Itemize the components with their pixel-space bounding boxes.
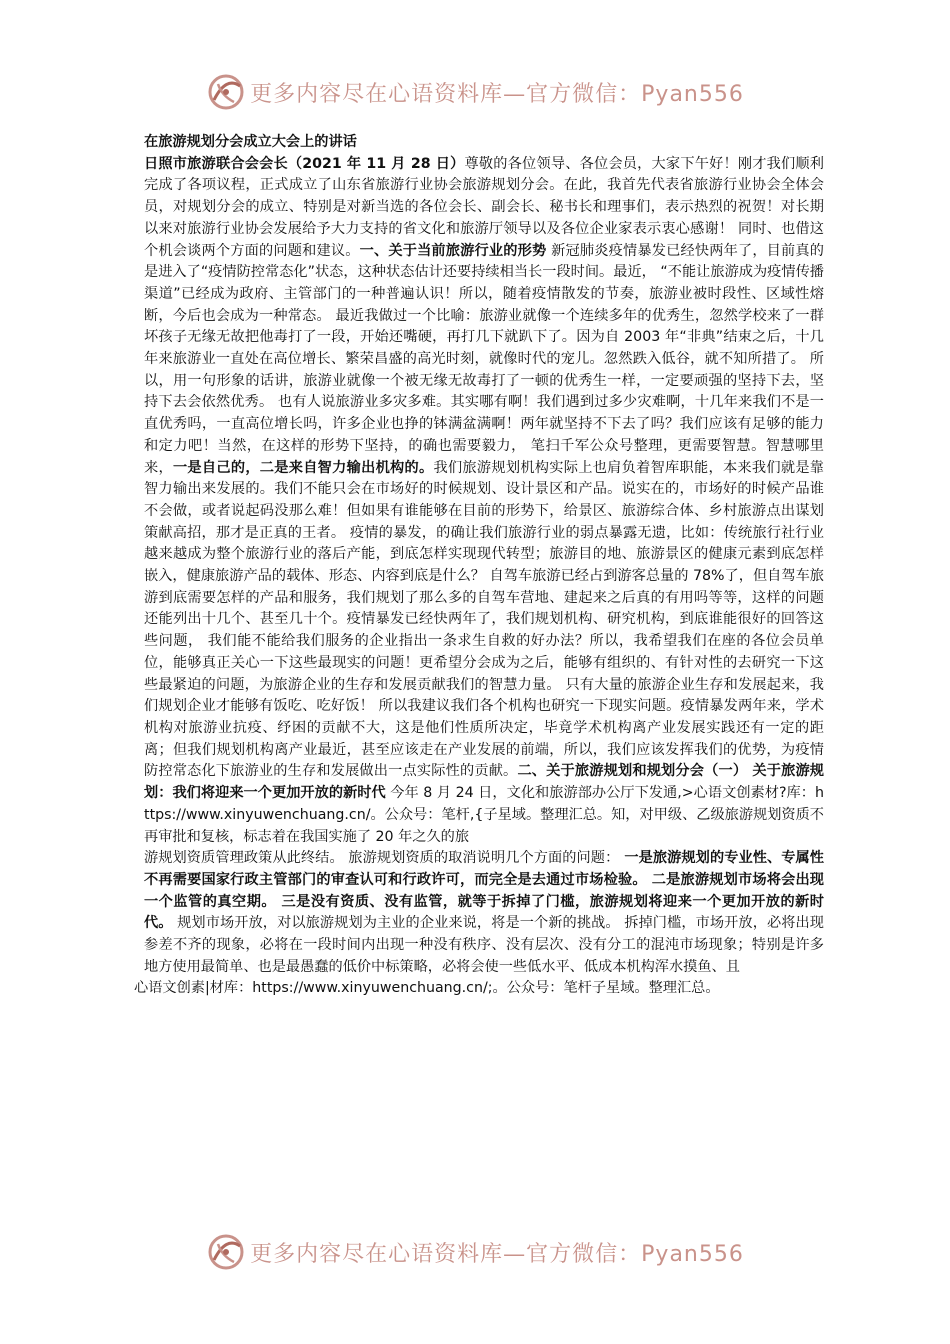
document-title: 在旅游规划分会成立大会上的讲话 — [144, 134, 357, 150]
banner-label: 更多内容尽在心语资料库—官方微信： — [250, 81, 642, 107]
heading-4: 一是旅游规划的专业性、专属性不再需要国家行政主管部门的审查认可和行政许可，而完全是去通过市场检验。 二是旅游规划市场将会出现一个监管的真空期。 三是没有资质、没有监管，就等于拆掉了门槛，旅游规划将迎来一个更加开放的新时代。 — [144, 850, 824, 932]
wechat-id: Pyan556 — [641, 81, 744, 107]
logo-icon — [206, 72, 246, 112]
paragraph-second: 游规划资质管理政策从此终结。 旅游规划资质的取消说明几个方面的问题： 一是旅游规划的专业性、专属性不再需要国家行政主管部门的审查认可和行政许可，而完全是去通过市场检验。 二是旅游规划市场将会出现一个监管的真空期。 三是没有资质、没有监管，就等于拆掉了门槛，旅游规划将迎来一个更加开放的新时代。 规划市场开放，对以旅游规划为主业的企业来说，将是一个新的挑战。 拆掉门槛，市场开放，必将出现参差不齐的现象，必将在一段时间内出现一种没有秩序、没有层次、没有分工的混沌市场现象；特别是许多地方使用最简单、也是最愚蠢的低价中标策略，必将会使一些低水平、低成本机构浑水摸鱼、且 — [144, 850, 824, 975]
heading-1: 一、关于当前旅游行业的形势 — [359, 242, 547, 259]
logo-icon — [206, 1232, 246, 1272]
author-line: 日照市旅游联合会会长（2021 年 11 月 28 日） — [144, 155, 465, 172]
banner-label: 更多内容尽在心语资料库—官方微信： — [250, 1241, 642, 1267]
wechat-id: Pyan556 — [641, 1241, 744, 1267]
paragraph-tail: 心语文创素|材库：https://www.xinyuwenchuang.cn/;。公众号：笔杆子星域。整理汇总。 — [134, 980, 720, 997]
banner-text — [250, 77, 744, 108]
paragraph-main: 日照市旅游联合会会长（2021 年 11 月 28 日）尊敬的各位领导、各位会员，大家下午好！刚才我们顺利完成了各项议程，正式成立了山东省旅游行业协会旅游规划分会。在此，我首先代表省旅游行业协会全体会员，对规划分会的成立、特别是对新当选的各位会长、副会长、秘书长和理事们，表示热烈的祝贺！对长期以来对旅游行业协会发展给予大力支持的省文化和旅游厅领导以及各位企业家表示衷心感谢！ 同时、也借这个机会谈两个方面的问题和建议。一、关于当前旅游行业的形势 新冠肺炎疫情暴发已经快两年了，目前真的是进入了“疫情防控常态化”状态，这种状态估计还要持续相当长一段时间。最近， “不能让旅游成为疫情传播渠道”已经成为政府、主管部门的一种普遍认识！所以，随着疫情散发的节奏，旅游业被时段性、区域性熔断，今后也会成为一种常态。 最近我做过一个比喻：旅游业就像一个连续多年的优秀生，忽然学校来了一群坏孩子无缘无故把他毒打了一段，开始还嘴硬，再打几下就趴下了。因为自 2003 年“非典”结束之后，十几年来旅游业一直处在高位增长、繁荣昌盛的高光时刻，就像时代的宠儿。忽然跌入低谷，就不知所措了。 所以，用一句形象的话讲，旅游业就像一个被无缘无故毒打了一顿的优秀生一样，一定要顽强的坚持下去，坚持下去会依然优秀。 也有人说旅游业多灾多难。其实哪有啊！我们遇到过多少灾难啊，十几年来我们不是一直优秀吗，一直高位增长吗，许多企业也挣的钵满盆满啊！两年就坚持不下去了吗？我们应该有足够的能力和定力吧！当然，在这样的形势下坚持，的确也需要毅力， 笔扫千军公众号整理，更需要智慧。智慧哪里来，一是自己的，二是来自智力输出机构的。我们旅游规划机构实际上也肩负着智库职能，本来我们就是靠智力输出来发展的。我们不能只会在市场好的时候规划、设计景区和产品。说实在的，市场好的时候产品谁不会做，或者说起码没那么难！但如果有谁能够在目前的形势下，给景区、旅游综合体、乡村旅游点出谋划策献高招，那才是正真的王者。 疫情的暴发，的确让我们旅游行业的弱点暴露无遗，比如：传统旅行社行业越来越成为整个旅游行业的落后产能，到底怎样实现现代转型；旅游目的地、旅游景区的健康元素到底怎样嵌入，健康旅游产品的载体、形态、内容到底是什么？ 自驾车旅游已经占到游客总量的 78%了，但自驾车旅游到底需要怎样的产品和服务，我们规划了那么多的自驾车营地、建起来之后真的有用吗等等，这样的问题还能列出十几个、甚至几十个。疫情暴发已经快两年了，我们规划机构、研究机构，到底谁能很好的回答这些问题， 我们能不能给我们服务的企业指出一条求生自救的好办法？所以，我希望我们在座的各位会员单位，能够真正关心一下这些最现实的问题！更希望分会成为之后，能够有组织的、有针对性的去研究一下这些最紧迫的问题，为旅游企业的生存和发展贡献我们的智慧力量。 只有大量的旅游企业生存和发展起来，我们规划企业才能够有饭吃、吃好饭！ 所以我建议我们各个机构也研究一下现实问题。疫情暴发两年来，学术机构对旅游业抗疫、纾困的贡献不大，这是他们性质所决定，毕竟学术机构离产业发展实践还有一定的距离；但我们规划机构离产业最近，甚至应该走在产业发展的前端，所以，我们应该发挥我们的优势，为疫情防控常态化下旅游业的生存和发展做出一点实际性的贡献。二、关于旅游规划和规划分会（一） 关于旅游规划：我们将迎来一个更加开放的新时代 今年 8 月 24 日，文化和旅游部办公厅下发通,>心语文创素材?库：https://www.xinyuwenchuang.cn/。公众号：笔杆,{子星域。整理汇总。知，对甲级、乙级旅游规划资质不再审批和复核，标志着在我国实施了 20 年之久的旅 — [144, 155, 824, 845]
heading-2: 一是自己的，二是来自智力输出机构的。 — [172, 459, 434, 476]
heading-3: 二、关于旅游规划和规划分会（一） 关于旅游规划：我们将迎来一个更加开放的新时代 — [144, 763, 824, 802]
header-banner — [0, 70, 950, 114]
document-body — [134, 132, 824, 1000]
footer-banner — [0, 1230, 950, 1274]
banner-text — [250, 1237, 744, 1268]
